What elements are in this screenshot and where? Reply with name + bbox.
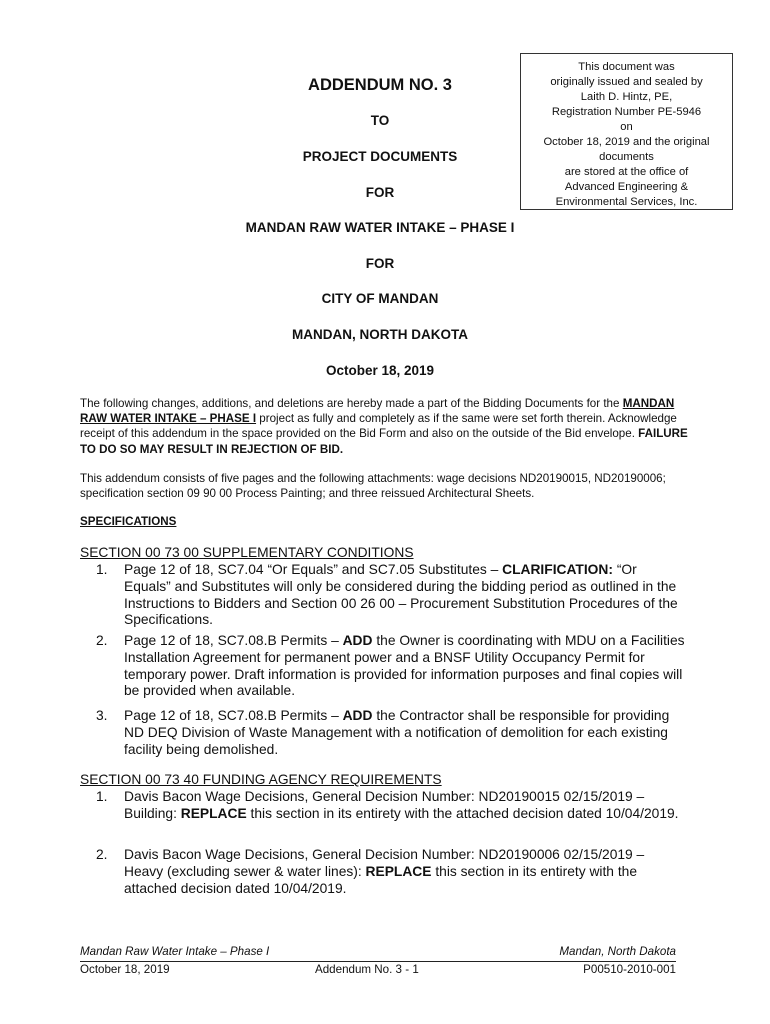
item-text: the Owner is coordinating with MDU on a Facilities Installation Agreement for permanent power and a BNSF Utility Occupancy Permit for temporary power. Draft information is provided for information purposes and final copies will be provided when available. (124, 633, 685, 699)
footer-project-number: P00510-2010-001 (583, 963, 676, 976)
title-to: TO (370, 113, 390, 128)
seal-notice-box (520, 53, 733, 210)
seal-line: on (620, 121, 633, 133)
attachments-paragraph: This addendum consists of five pages and the following attachments: wage decisions ND20190015, ND20190006; specification section 09 90 00 Process Painting; and three reissued Architectural Sheets. (80, 472, 666, 501)
item-action: CLARIFICATION: (502, 562, 613, 577)
title-for-2: FOR (365, 256, 395, 271)
section-heading: SECTION 00 73 40 FUNDING AGENCY REQUIREMENTS (80, 772, 442, 787)
list-item (96, 789, 686, 823)
item-number: 2. (96, 633, 108, 648)
intro-project-name: MANDAN RAW WATER INTAKE – PHASE I (80, 397, 675, 426)
city-name: CITY OF MANDAN (321, 291, 439, 306)
intro-warning: FAILURE TO DO SO MAY RESULT IN REJECTION OF BID. (80, 427, 688, 456)
seal-line: documents (599, 151, 654, 163)
footer-top-row (80, 945, 676, 962)
item-action: ADD (342, 633, 373, 648)
project-name: MANDAN RAW WATER INTAKE – PHASE I (245, 220, 515, 235)
list-item (96, 708, 686, 758)
item-text: “Or Equals” and Substitutes will only be considered during the bidding period as outlined in the Instructions to Bidders and Section 00 26 00 – Procurement Substitution Procedures of the Specifications. (124, 562, 678, 628)
footer-project: Mandan Raw Water Intake – Phase I (80, 945, 270, 958)
seal-line: This document was (578, 61, 675, 73)
addendum-date: October 18, 2019 (325, 363, 435, 378)
item-number: 1. (96, 789, 108, 804)
footer-location: Mandan, North Dakota (559, 945, 676, 958)
item-number: 3. (96, 708, 108, 723)
seal-line: Advanced Engineering & (564, 181, 689, 193)
intro-text-1: The following changes, additions, and deletions are hereby made a part of the Bidding Documents for the (80, 397, 620, 410)
item-text: the Contractor shall be responsible for providing ND DEQ Division of Waste Management with a notification of demolition for each existing facility being demolished. (124, 708, 670, 757)
item-action: REPLACE (365, 863, 432, 879)
list-item (96, 562, 686, 629)
specifications-heading: SPECIFICATIONS (80, 515, 177, 528)
item-text: Page 12 of 18, SC7.04 “Or Equals” and SC7.05 Substitutes – (124, 562, 503, 577)
intro-paragraph (80, 396, 700, 457)
list-item (96, 847, 686, 897)
seal-line: Environmental Services, Inc. (555, 196, 698, 208)
item-text: Page 12 of 18, SC7.08.B Permits – (124, 633, 343, 648)
seal-line: originally issued and sealed by (550, 76, 703, 88)
seal-line: Registration Number PE-5946 (551, 106, 702, 118)
item-text: Page 12 of 18, SC7.08.B Permits – (124, 708, 343, 723)
seal-line: Laith D. Hintz, PE, (580, 91, 673, 103)
seal-line: are stored at the office of (564, 166, 689, 178)
item-text: Davis Bacon Wage Decisions, General Decision Number: ND20190006 02/15/2019 – Heavy (excluding sewer & water lines): (124, 847, 645, 879)
footer-bottom-row (80, 963, 676, 979)
item-action: ADD (342, 708, 373, 723)
item-text: Davis Bacon Wage Decisions, General Decision Number: ND20190015 02/15/2019 – Building: (124, 789, 645, 821)
footer-page-number: Addendum No. 3 - 1 (315, 963, 419, 976)
title-for: FOR (365, 185, 395, 200)
footer-date: October 18, 2019 (80, 963, 170, 976)
item-text: this section in its entirety with the attached decision dated 10/04/2019. (124, 863, 637, 896)
addendum-title: ADDENDUM NO. 3 (308, 76, 452, 94)
item-number: 2. (96, 847, 108, 862)
section-heading: SECTION 00 73 00 SUPPLEMENTARY CONDITIONS (80, 545, 414, 560)
item-action: REPLACE (180, 805, 247, 821)
project-location: MANDAN, NORTH DAKOTA (292, 327, 468, 342)
seal-line: October 18, 2019 and the original (543, 136, 710, 148)
title-project-documents: PROJECT DOCUMENTS (302, 149, 458, 164)
list-item (96, 633, 686, 700)
intro-text-2: project as fully and completely as if the same were set forth therein. Acknowledge receipt of this addendum in the space provided on the Bid Form and also on the outside of the Bid envelope. (80, 412, 677, 441)
item-text: this section in its entirety with the attached decision dated 10/04/2019. (246, 805, 679, 821)
item-number: 1. (96, 562, 108, 577)
